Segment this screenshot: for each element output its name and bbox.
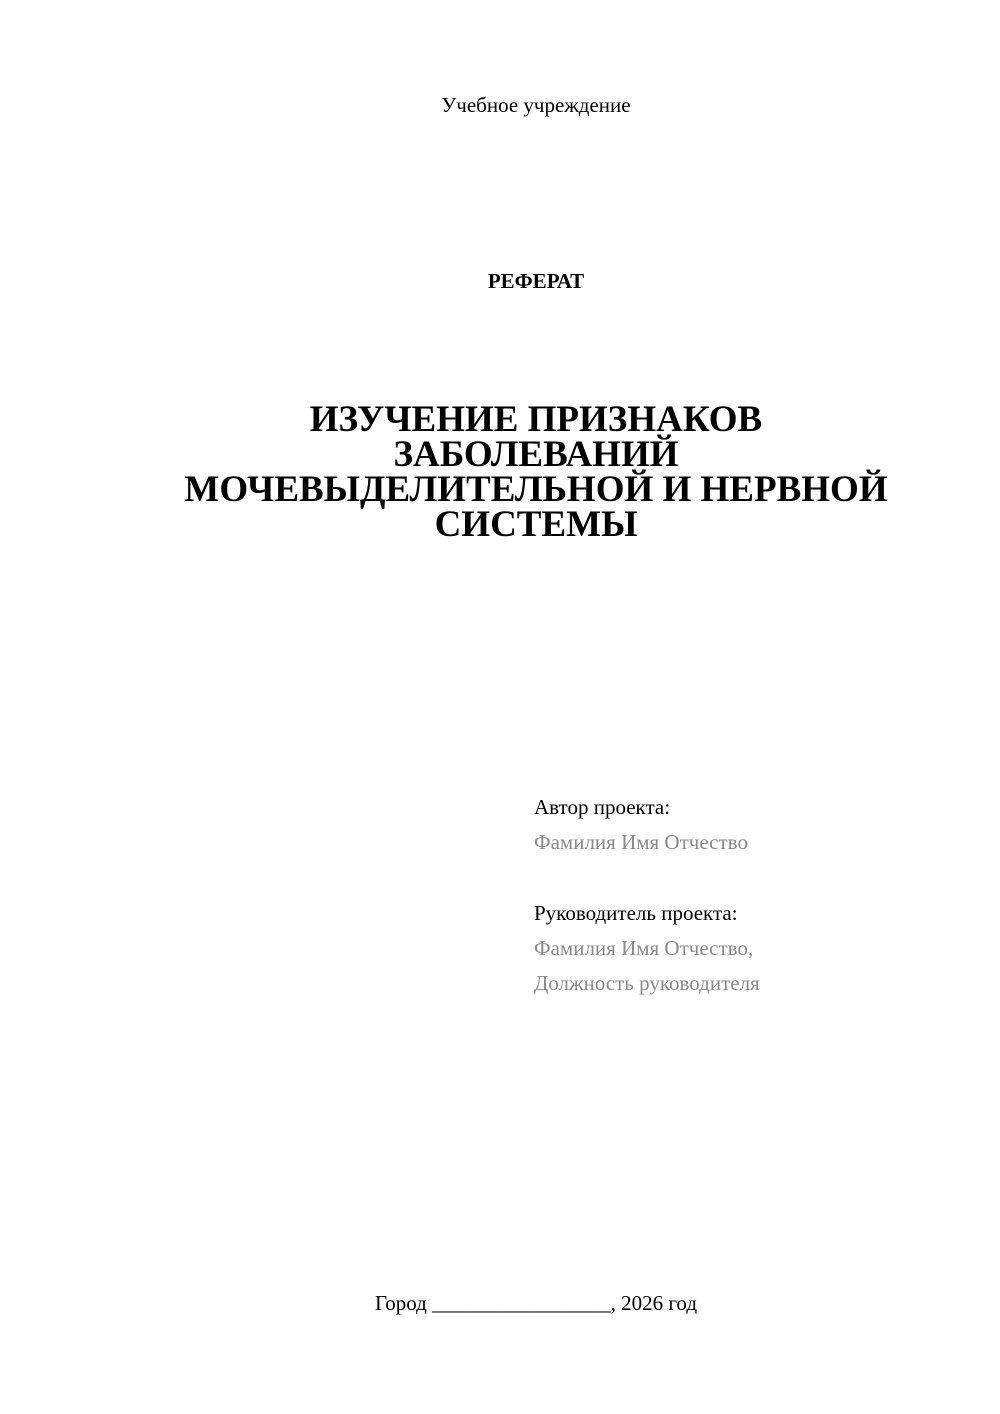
author-name: Фамилия Имя Отчество	[534, 830, 748, 854]
institution-name: Учебное учреждение	[441, 93, 631, 117]
author-label: Автор проекта:	[534, 795, 671, 819]
project-info	[534, 790, 974, 1001]
document-type: РЕФЕРАТ	[487, 269, 585, 293]
title-line-4: СИСТЕМЫ	[434, 504, 638, 545]
supervisor-label: Руководитель проекта:	[534, 901, 738, 925]
document-title	[120, 399, 952, 545]
spacer	[534, 860, 974, 896]
title-line-3: МОЧЕВЫДЕЛИТЕЛЬНОЙ И НЕРВНОЙ	[184, 469, 888, 510]
title-line-2: ЗАБОЛЕВАНИЙ	[393, 434, 679, 475]
supervisor-position: Должность руководителя	[534, 971, 760, 995]
supervisor-name: Фамилия Имя Отчество,	[534, 936, 754, 960]
title-line-1: ИЗУЧЕНИЕ ПРИЗНАКОВ	[309, 399, 763, 440]
city-year-line: Город _________________, 2026 год	[374, 1291, 698, 1315]
